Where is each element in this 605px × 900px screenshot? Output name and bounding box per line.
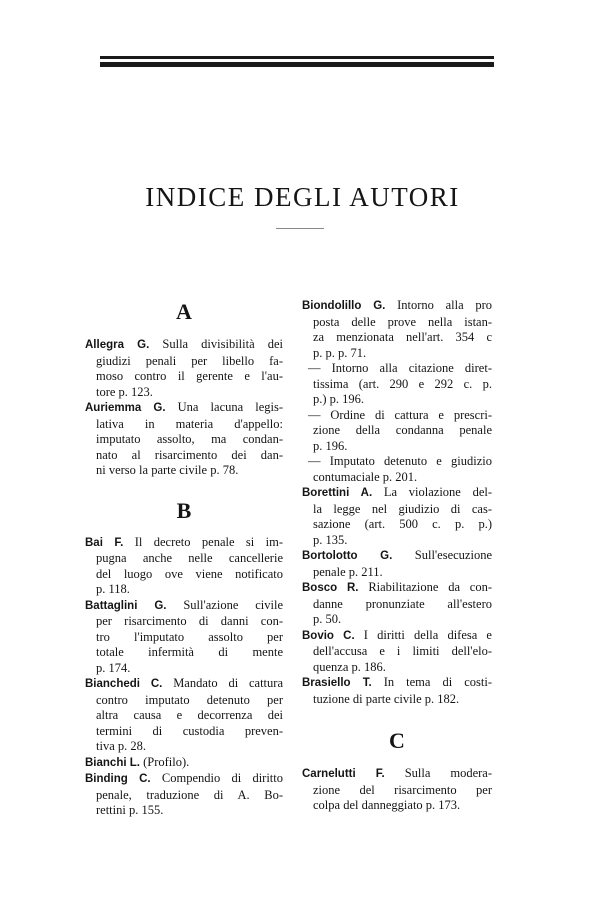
author-name: Biondolillo G.: [302, 300, 386, 312]
index-entry-carnelutti: [302, 766, 492, 814]
entry-text: moso contro il gerente e l'au-: [96, 369, 283, 383]
entry-text: I diritti della difesa e: [363, 627, 492, 642]
entry-text: p. 196.: [313, 438, 348, 453]
entry-text: nato al risarcimento dei dan-: [96, 447, 283, 462]
entry-text: totale infermità di mente: [96, 645, 283, 659]
entry-text: zione del risarcimento per: [313, 782, 492, 797]
author-name: Carnelutti F.: [302, 768, 385, 780]
entry-text: rettini p. 155.: [96, 803, 164, 817]
entry-text: Sull'azione civile: [183, 597, 283, 612]
entry-text: In tema di costi-: [383, 675, 493, 689]
author-name: Bosco R.: [302, 582, 359, 594]
entry-text: Il decreto penale si im-: [134, 534, 283, 549]
entry-text: tuzione di parte civile p. 182.: [313, 691, 460, 706]
entry-text: Intorno alla pro: [397, 298, 492, 312]
entry-text: pugna anche nelle cancellerie: [96, 551, 283, 565]
entry-text: tore p. 123.: [96, 384, 153, 399]
entry-text: quenza p. 186.: [313, 659, 386, 674]
entry-text: Compendio di diritto: [161, 771, 284, 785]
entry-text: p.) p. 196.: [313, 392, 365, 406]
top-rule-thin: [100, 56, 494, 59]
entry-text: Una lacuna legis-: [177, 400, 284, 414]
index-entry-battaglini: [85, 598, 283, 677]
entry-text: ni verso la parte civile p. 78.: [96, 463, 239, 477]
index-entry-biondolillo: [302, 298, 492, 485]
right-column: [302, 298, 492, 814]
entry-text: penale, traduzione di A. Bo-: [96, 787, 283, 802]
entry-text: Sulla modera-: [404, 766, 493, 780]
entry-text: colpa del danneggiato p. 173.: [313, 798, 461, 812]
entry-text: Sulla divisibilità dei: [162, 337, 284, 351]
index-entry-bai: [85, 535, 283, 598]
author-name: Bianchi L.: [85, 756, 140, 769]
entry-text: — Imputato detenuto e giudizio: [308, 454, 492, 468]
entry-text: p. p. p. 71.: [313, 345, 367, 360]
index-entry-bovio: [302, 628, 492, 676]
entry-text: dell'accusa e i limiti dell'elo-: [313, 644, 492, 658]
entry-text: Mandato di cattura: [173, 676, 283, 690]
author-name: Brasiello T.: [302, 677, 372, 689]
entry-text: tiva p. 28.: [96, 739, 146, 753]
index-entry-bianchi: [85, 755, 283, 772]
entry-text: per risarcimento di danni con-: [96, 614, 283, 628]
entry-text: penale p. 211.: [313, 564, 383, 579]
entry-text: tissima (art. 290 e 292 c. p.: [313, 376, 492, 391]
author-name: Allegra G.: [85, 339, 150, 351]
index-entry-bosco: [302, 580, 492, 628]
index-entry-allegra: [85, 337, 283, 400]
left-column: [85, 298, 283, 819]
author-name: Bovio C.: [302, 629, 355, 642]
entry-text: del luogo ove viene notificato: [96, 566, 283, 581]
entry-text: p. 118.: [96, 582, 130, 596]
entry-text: contumaciale p. 201.: [313, 469, 418, 484]
index-entry-bortolotto: [302, 548, 492, 580]
author-name: Bortolotto G.: [302, 550, 393, 562]
index-entry-binding: [85, 771, 283, 819]
entry-text: altra causa e decorrenza dei: [96, 708, 283, 722]
entry-text: Sull'esecuzione: [414, 548, 492, 562]
entry-text: sazione (art. 500 c. p. p.): [313, 517, 492, 531]
entry-text: p. 50.: [313, 612, 342, 626]
entry-text: (Profilo).: [143, 754, 190, 769]
entry-text: tro l'imputato assolto per: [96, 629, 283, 644]
author-name: Borettini A.: [302, 487, 373, 499]
author-name: Binding C.: [85, 773, 151, 785]
index-entry-brasiello: [302, 675, 492, 707]
entry-text: Riabilitazione da con-: [368, 580, 493, 594]
index-entry-borettini: [302, 485, 492, 548]
entry-text: — Intorno alla citazione diret-: [308, 361, 492, 375]
entry-text: zione della condanna penale: [313, 423, 492, 437]
entry-text: p. 135.: [313, 532, 348, 547]
author-name: Bianchedi C.: [85, 678, 163, 690]
entry-text: danne pronunziate all'estero: [313, 596, 492, 611]
top-rule-thick: [100, 62, 494, 67]
entry-text: posta delle prove nella istan-: [313, 314, 492, 329]
entry-text: p. 174.: [96, 660, 131, 675]
entry-text: imputato assolto, ma condan-: [96, 432, 283, 446]
section-letter-c: C: [389, 728, 405, 753]
author-name: Bai F.: [85, 536, 124, 549]
entry-text: termini di custodia preven-: [96, 723, 283, 738]
entry-text: La violazione del-: [383, 485, 493, 499]
entry-text: za menzionata nell'art. 354 c: [313, 330, 492, 344]
index-entry-bianchedi: [85, 676, 283, 755]
entry-text: — Ordine di cattura e prescri-: [308, 407, 492, 422]
section-letter-b: B: [176, 497, 192, 523]
page-title: INDICE DEGLI AUTORI: [145, 182, 460, 212]
author-name: Auriemma G.: [85, 402, 166, 414]
index-entry-auriemma: [85, 400, 283, 479]
entry-text: giudizi penali per libello fa-: [96, 353, 283, 368]
title-divider: [276, 228, 324, 229]
section-letter-a: A: [176, 299, 192, 324]
entry-text: contro imputato detenuto per: [96, 692, 283, 707]
entry-text: lativa in materia d'appello:: [96, 416, 283, 431]
author-name: Battaglini G.: [85, 599, 167, 612]
entry-text: la legge nel giudizio di cas-: [313, 501, 492, 516]
